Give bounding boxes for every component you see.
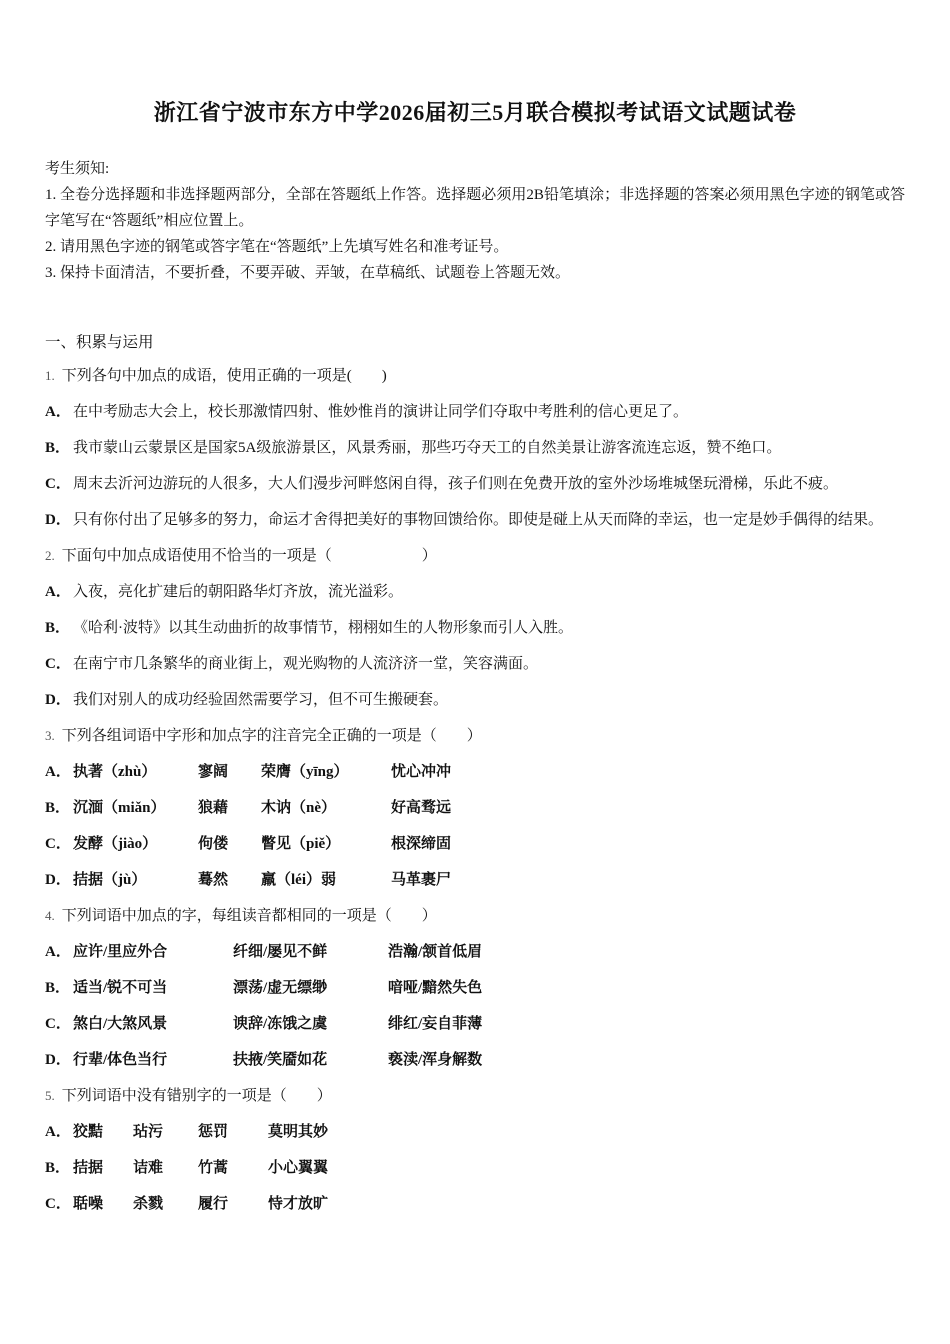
question-stem [45, 358, 905, 394]
option-A [45, 394, 905, 430]
option-B [45, 430, 905, 466]
question-number: 5. [45, 1088, 55, 1103]
question-stem [45, 718, 905, 754]
question-stem-text: 下列词语中加点的字，每组读音都相同的一项是（ ） [61, 908, 437, 924]
option-word: 煞白/大煞风景 [73, 1016, 168, 1032]
option-word: 狼藉 [198, 800, 229, 816]
question-number: 4. [45, 908, 55, 923]
option-label: C． [45, 836, 71, 852]
question-2 [45, 538, 905, 718]
option-word: 忧心冲冲 [391, 764, 452, 780]
option-A [45, 754, 905, 790]
option-B [45, 1150, 905, 1186]
option-text: 入夜，亮化扩建后的朝阳路华灯齐放，流光溢彩。 [73, 584, 404, 600]
question-4 [45, 898, 905, 1078]
option-label: A． [45, 764, 71, 780]
option-word: 诘难 [133, 1160, 164, 1176]
question-5 [45, 1078, 905, 1222]
option-D [45, 682, 905, 718]
question-stem-text: 下列词语中没有错别字的一项是（ ） [61, 1088, 332, 1104]
option-word: 行辈/体色当行 [73, 1052, 168, 1068]
option-word: 绯红/妄自菲薄 [388, 1016, 483, 1032]
option-word: 聒噪 [73, 1196, 104, 1212]
question-stem-text: 下列各组词语中字形和加点字的注音完全正确的一项是（ ） [61, 728, 482, 744]
option-word: 木讷（nè） [261, 800, 337, 816]
notice-item: 2. 请用黑色字迹的钢笔或答字笔在“答题纸”上先填写姓名和准考证号。 [45, 239, 509, 255]
option-word: 亵渎/浑身解数 [388, 1052, 483, 1068]
option-word: 谀辞/冻饿之虞 [233, 1016, 328, 1032]
option-B [45, 970, 905, 1006]
notice-items [45, 182, 905, 286]
option-B [45, 790, 905, 826]
option-word: 惩罚 [198, 1124, 229, 1140]
question-3 [45, 718, 905, 898]
notice-section [45, 156, 905, 286]
option-word: 马革裹尸 [391, 872, 452, 888]
question-number: 3. [45, 728, 55, 743]
option-word: 佝偻 [198, 836, 229, 852]
option-word: 恃才放旷 [268, 1196, 329, 1212]
option-label: A． [45, 1124, 71, 1140]
option-label: D． [45, 512, 71, 528]
option-label: D． [45, 692, 71, 708]
option-text: 在南宁市几条繁华的商业街上，观光购物的人流济济一堂，笑容满面。 [73, 656, 539, 672]
option-label: C． [45, 476, 71, 492]
option-label: A． [45, 404, 71, 420]
option-word: 杀戮 [133, 1196, 164, 1212]
option-word: 喑哑/黯然失色 [388, 980, 483, 996]
option-label: B． [45, 440, 71, 456]
option-word: 蓦然 [198, 872, 229, 888]
option-text: 在中考励志大会上，校长那激情四射、惟妙惟肖的演讲让同学们夺取中考胜利的信心更足了。 [73, 404, 689, 420]
section-heading: 一、积累与运用 [45, 334, 154, 351]
option-word: 莫明其妙 [268, 1124, 329, 1140]
option-word: 荣膺（yīng） [261, 764, 349, 780]
option-word: 拮据 [73, 1160, 104, 1176]
option-A [45, 1114, 905, 1150]
option-word: 小心翼翼 [268, 1160, 329, 1176]
option-label: C． [45, 1016, 71, 1032]
option-word: 好高骛远 [391, 800, 452, 816]
option-C [45, 1186, 905, 1222]
notice-item: 3. 保持卡面清洁，不要折叠，不要弄破、弄皱，在草稿纸、试题卷上答题无效。 [45, 265, 571, 281]
option-C [45, 466, 905, 502]
option-word: 扶掖/笑靥如花 [233, 1052, 328, 1068]
option-A [45, 934, 905, 970]
option-text: 周末去沂河边游玩的人很多，大人们漫步河畔悠闲自得，孩子们则在免费开放的室外沙场堆城堡玩滑梯，乐此不疲。 [73, 476, 839, 492]
option-text: 我们对别人的成功经验固然需要学习，但不可生搬硬套。 [73, 692, 449, 708]
option-D [45, 1042, 905, 1078]
option-word: 浩瀚/颔首低眉 [388, 944, 483, 960]
option-label: B． [45, 1160, 71, 1176]
option-label: A． [45, 944, 71, 960]
option-word: 纤细/屡见不鲜 [233, 944, 328, 960]
option-label: B． [45, 980, 71, 996]
question-stem [45, 538, 905, 574]
question-stem [45, 1078, 905, 1114]
question-number: 1. [45, 368, 55, 383]
option-text: 我市蒙山云蒙景区是国家5A级旅游景区，风景秀丽，那些巧夺天工的自然美景让游客流连忘返，赞不绝口。 [73, 440, 782, 456]
option-text: 只有你付出了足够多的努力，命运才舍得把美好的事物回馈给你。即使是碰上从天而降的幸运，也一定是妙手偶得的结果。 [73, 512, 884, 528]
option-word: 执著（zhù） [73, 764, 157, 780]
option-text: 《哈利·波特》以其生动曲折的故事情节，栩栩如生的人物形象而引人入胜。 [73, 620, 573, 636]
option-C [45, 1006, 905, 1042]
option-label: B． [45, 800, 71, 816]
question-1 [45, 358, 905, 538]
option-word: 漂荡/虚无缥缈 [233, 980, 328, 996]
option-word: 玷污 [133, 1124, 164, 1140]
question-stem-text: 下列各句中加点的成语，使用正确的一项是( ) [61, 368, 387, 384]
notice-item: 1. 全卷分选择题和非选择题两部分，全部在答题纸上作答。选择题必须用2B铅笔填涂；非选择题的答案必须用黑色字迹的钢笔或答字笔写在“答题纸”相应位置上。 [45, 187, 905, 229]
option-label: C． [45, 656, 71, 672]
option-word: 寥阔 [198, 764, 229, 780]
option-label: C． [45, 1196, 71, 1212]
option-D [45, 862, 905, 898]
option-word: 狡黠 [73, 1124, 104, 1140]
option-D [45, 502, 905, 538]
option-word: 根深缔固 [391, 836, 452, 852]
questions-list [45, 358, 905, 1222]
option-label: A． [45, 584, 71, 600]
page-title: 浙江省宁波市东方中学2026届初三5月联合模拟考试语文试题试卷 [153, 100, 797, 125]
question-stem-text: 下面句中加点成语使用不恰当的一项是（ ） [61, 548, 437, 564]
option-label: D． [45, 872, 71, 888]
option-word: 竹蒿 [198, 1160, 229, 1176]
option-word: 适当/锐不可当 [73, 980, 168, 996]
option-word: 羸（léi）弱 [261, 872, 336, 888]
question-stem [45, 898, 905, 934]
option-word: 发酵（jiào） [73, 836, 158, 852]
option-word: 拮据（jù） [73, 872, 147, 888]
option-word: 应许/里应外合 [73, 944, 168, 960]
option-label: D． [45, 1052, 71, 1068]
option-label: B． [45, 620, 71, 636]
question-number: 2. [45, 548, 55, 563]
option-C [45, 646, 905, 682]
option-B [45, 610, 905, 646]
notice-heading: 考生须知: [45, 161, 110, 177]
option-C [45, 826, 905, 862]
option-A [45, 574, 905, 610]
option-word: 履行 [198, 1196, 229, 1212]
option-word: 瞥见（piě） [261, 836, 341, 852]
option-word: 沉湎（miǎn） [73, 800, 166, 816]
